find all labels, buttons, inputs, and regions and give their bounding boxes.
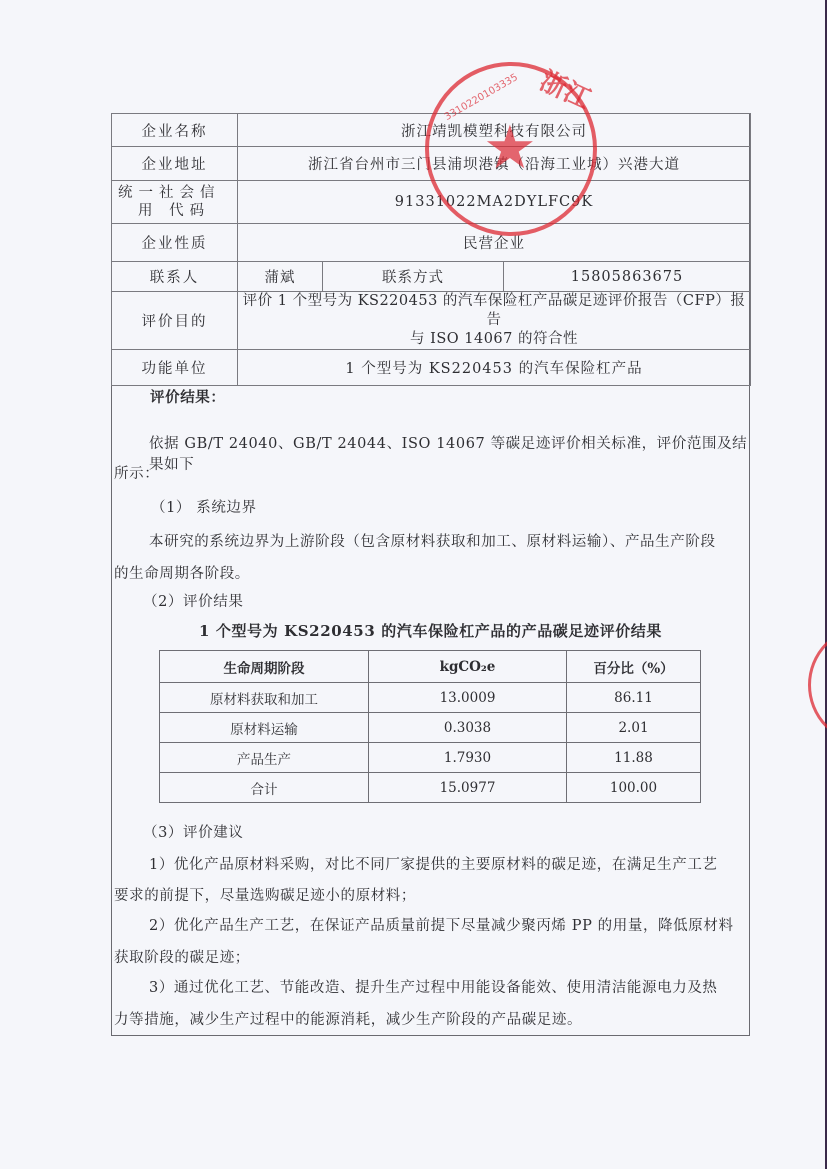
carbon-footprint-results-table <box>159 650 701 803</box>
row-functional-unit <box>112 350 751 386</box>
rec3-line2: 力等措施，减少生产过程中的能源消耗，减少生产阶段的产品碳足迹。 <box>114 1012 583 1028</box>
company-name-value: 浙江靖凯模塑科技有限公司 <box>238 114 751 147</box>
section3-title: （3）评价建议 <box>143 825 244 841</box>
seal-star-icon: ★ <box>483 113 537 183</box>
kgco2e-cell: 13.0009 <box>369 683 567 713</box>
company-address-label: 企业地址 <box>112 147 238 181</box>
section1-line2: 的生命周期各阶段。 <box>114 566 250 582</box>
results-table-title: 1 个型号为 KS220453 的汽车保险杠产品的产品碳足迹评价结果 <box>199 622 662 640</box>
rec3-line1: 3）通过优化工艺、节能改造、提升生产过程中用能设备能效、使用清洁能源电力及热 <box>149 980 718 996</box>
kgco2e-cell: 15.0977 <box>369 773 567 803</box>
percentage-cell: 86.11 <box>567 683 701 713</box>
credit-code-label-line2: 用 代码 <box>138 203 211 219</box>
seal-number: 3310220103335 <box>442 72 520 123</box>
intro-line2: 所示： <box>114 466 160 482</box>
section1-title: （1） 系统边界 <box>151 500 257 516</box>
contact-value: 蒲斌 <box>238 262 323 292</box>
company-address-value: 浙江省台州市三门县浦坝港镇（沿海工业城）兴港大道 <box>238 147 751 181</box>
row-company-name <box>112 114 751 147</box>
purpose-value-line1: 评价 1 个型号为 KS220453 的汽车保险杠产品碳足迹评价报告（CFP）报告 <box>242 293 746 328</box>
phone-value: 15805863675 <box>504 262 751 292</box>
table-row <box>160 713 701 743</box>
company-nature-label: 企业性质 <box>112 224 238 262</box>
rec2-line2: 获取阶段的碳足迹； <box>114 950 250 966</box>
kgco2e-cell: 0.3038 <box>369 713 567 743</box>
header-percentage: 百分比（%） <box>567 651 701 683</box>
table-row <box>160 743 701 773</box>
row-purpose <box>112 292 751 350</box>
kgco2e-cell: 1.7930 <box>369 743 567 773</box>
functional-unit-label: 功能单位 <box>112 350 238 386</box>
stage-cell: 原材料获取和加工 <box>160 683 369 713</box>
row-company-address <box>112 147 751 181</box>
company-nature-value: 民营企业 <box>238 224 751 262</box>
section1-line1: 本研究的系统边界为上游阶段（包含原材料获取和加工、原材料运输）、产品生产阶段 <box>149 534 716 550</box>
results-table-header <box>160 651 701 683</box>
credit-code-label <box>112 181 238 224</box>
percentage-cell: 2.01 <box>567 713 701 743</box>
table-row <box>160 683 701 713</box>
row-contact <box>112 262 751 292</box>
phone-label: 联系方式 <box>323 262 504 292</box>
company-name-label: 企业名称 <box>112 114 238 147</box>
header-lifecycle-stage: 生命周期阶段 <box>160 651 369 683</box>
purpose-value-line2: 与 ISO 14067 的符合性 <box>409 331 578 347</box>
stage-cell: 产品生产 <box>160 743 369 773</box>
credit-code-value: 91331022MA2DYLFC9K <box>238 181 751 224</box>
row-credit-code <box>112 181 751 224</box>
percentage-cell: 100.00 <box>567 773 701 803</box>
results-heading: 评价结果： <box>150 389 226 406</box>
rec1-line2: 要求的前提下，尽量选购碳足迹小的原材料； <box>114 888 416 904</box>
section2-title: （2）评价结果 <box>143 594 244 610</box>
stage-cell: 原材料运输 <box>160 713 369 743</box>
credit-code-label-line1: 统一社会信 <box>118 185 221 201</box>
purpose-label: 评价目的 <box>112 292 238 350</box>
seal-text-fragment: 浙江 <box>535 66 595 116</box>
functional-unit-value: 1 个型号为 KS220453 的汽车保险杠产品 <box>238 350 751 386</box>
contact-label: 联系人 <box>112 262 238 292</box>
rec2-line1: 2）优化产品生产工艺，在保证产品质量前提下尽量减少聚丙烯 PP 的用量，降低原材料 <box>149 918 734 934</box>
rec1-line1: 1）优化产品原材料采购，对比不同厂家提供的主要原材料的碳足迹，在满足生产工艺 <box>149 857 718 873</box>
intro-line1: 依据 GB/T 24040、GB/T 24044、ISO 14067 等碳足迹评价相关标准，评价范围及结果如下 <box>149 436 748 473</box>
table-row-total <box>160 773 701 803</box>
header-kgco2e: kgCO₂e <box>369 651 567 683</box>
company-info-table <box>111 113 751 386</box>
row-company-nature <box>112 224 751 262</box>
purpose-value <box>238 292 751 350</box>
percentage-cell: 11.88 <box>567 743 701 773</box>
stage-cell: 合计 <box>160 773 369 803</box>
